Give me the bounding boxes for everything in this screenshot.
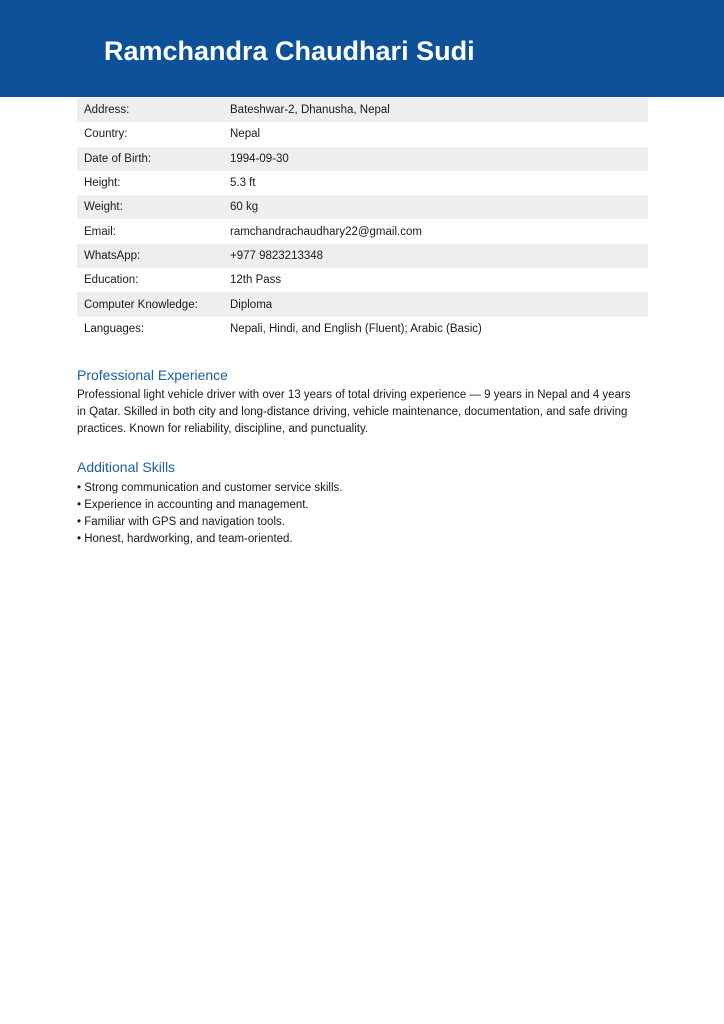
table-row <box>77 317 648 341</box>
list-item: • Strong communication and customer service skills. <box>77 480 342 497</box>
skills-heading: Additional Skills <box>77 459 176 475</box>
personal-details-table <box>77 98 648 341</box>
table-row <box>77 147 648 171</box>
detail-value: 5.3 ft <box>230 177 256 190</box>
detail-label: Email: <box>84 225 116 238</box>
table-row <box>77 195 648 219</box>
detail-value: 60 kg <box>223 195 648 219</box>
table-row <box>77 219 648 243</box>
detail-value: 1994-09-30 <box>223 147 648 171</box>
list-item: • Experience in accounting and management. <box>77 497 342 514</box>
phone-value: +977 9823213348 <box>223 244 648 268</box>
table-row <box>77 268 648 292</box>
detail-value: Nepali, Hindi, and English (Fluent); Arabic (Basic) <box>230 322 482 335</box>
detail-label: Address: <box>77 98 223 122</box>
table-row <box>77 244 648 268</box>
table-row <box>77 292 648 316</box>
page-title: Ramchandra Chaudhari Sudi <box>104 36 475 66</box>
detail-label: Weight: <box>77 195 223 219</box>
list-item: • Familiar with GPS and navigation tools. <box>77 514 342 531</box>
detail-label: Computer Knowledge: <box>77 292 223 316</box>
table-row <box>77 122 648 146</box>
detail-value: 12th Pass <box>230 274 282 287</box>
experience-heading: Professional Experience <box>77 367 228 383</box>
detail-label: Country: <box>84 128 128 141</box>
detail-value: Nepal <box>230 128 261 141</box>
table-row <box>77 98 648 122</box>
detail-value: Bateshwar-2, Dhanusha, Nepal <box>223 98 648 122</box>
detail-label: Date of Birth: <box>77 147 223 171</box>
list-item: • Honest, hardworking, and team-oriented. <box>77 531 342 548</box>
detail-label: Education: <box>84 274 139 287</box>
email-value: ramchandrachaudhary22@gmail.com <box>230 225 422 238</box>
detail-label: Languages: <box>84 322 145 335</box>
table-row <box>77 171 648 195</box>
detail-label: WhatsApp: <box>77 244 223 268</box>
header-band <box>0 0 724 97</box>
experience-paragraph: Professional light vehicle driver with over 13 years of total driving experience — 9 years in Nepal and 4 years in Qatar. Skilled in both city and long-distance driving, vehicle maintenance, documentation, and safe driving practices. Known for reliability, discipline, and punctuality. <box>77 389 631 435</box>
detail-value: Diploma <box>223 292 648 316</box>
detail-label: Height: <box>84 177 121 190</box>
skills-list <box>77 480 342 548</box>
